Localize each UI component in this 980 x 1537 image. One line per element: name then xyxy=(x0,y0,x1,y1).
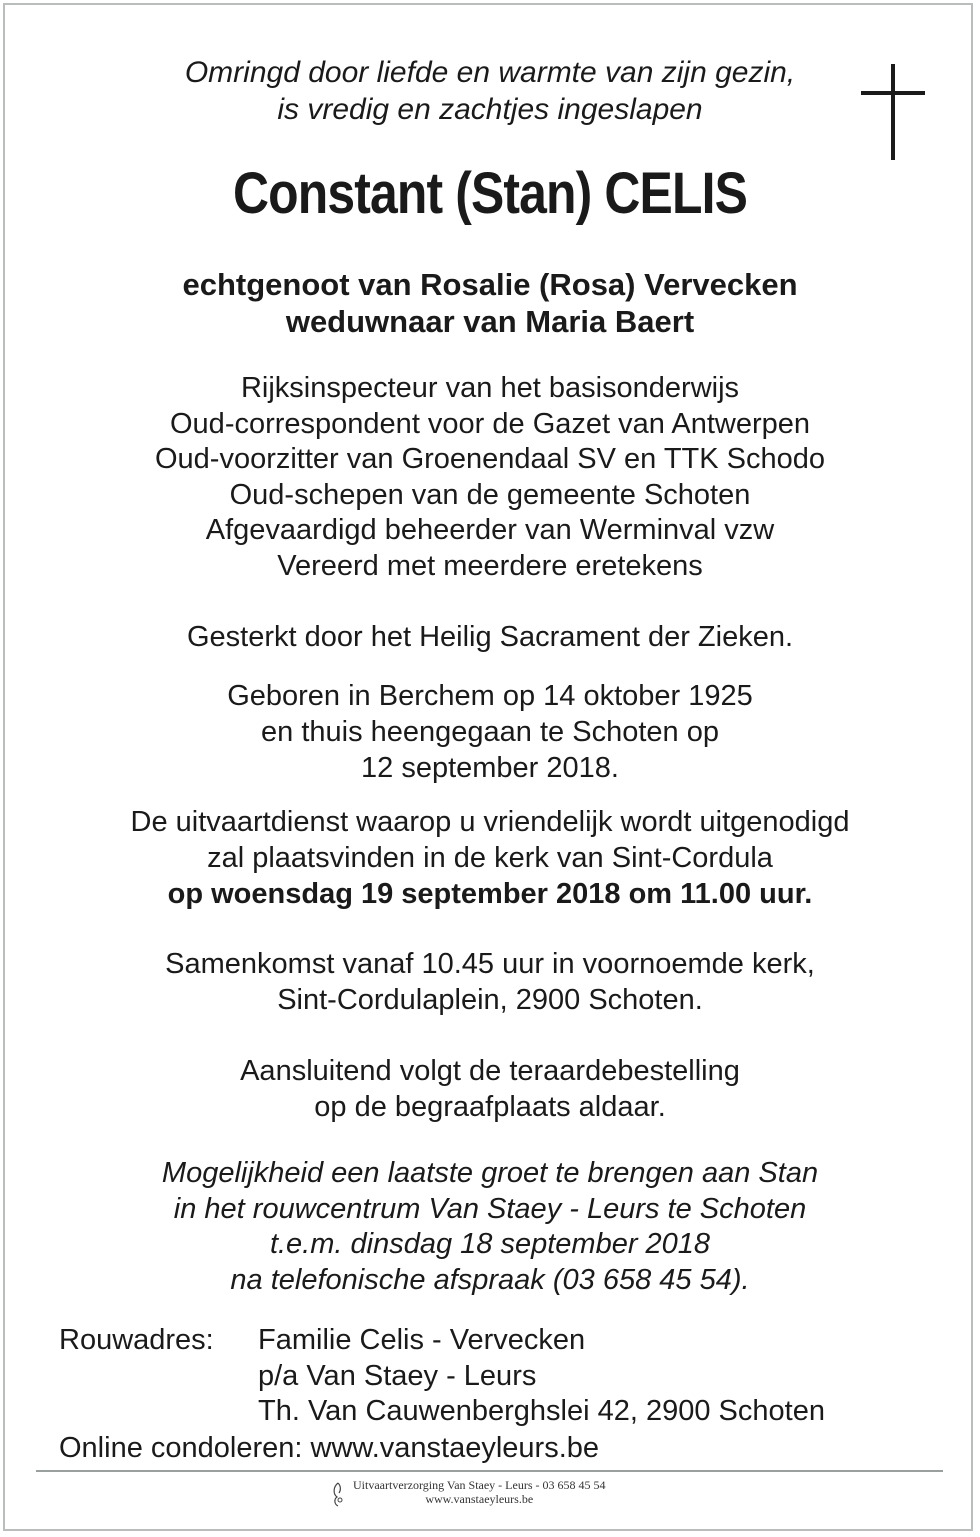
relation-line: echtgenoot van Rosalie (Rosa) Vervecken xyxy=(182,267,798,302)
address-lines xyxy=(258,1323,825,1430)
service-text xyxy=(0,804,980,912)
service-line: De uitvaartdienst waarop u vriendelijk wordt uitgenodigd xyxy=(130,806,850,838)
titles-list xyxy=(0,371,980,585)
online-condolences: Online condoleren: www.vanstaeyleurs.be xyxy=(59,1432,600,1464)
meeting-line: Samenkomst vanaf 10.45 uur in voornoemde kerk, xyxy=(165,948,815,980)
intro-line: is vredig en zachtjes ingeslapen xyxy=(277,93,703,126)
meeting-line: Sint-Cordulaplein, 2900 Schoten. xyxy=(277,984,703,1016)
address-line: Th. Van Cauwenberghslei 42, 2900 Schoten xyxy=(258,1395,825,1428)
intro-text xyxy=(0,54,980,128)
footer-info xyxy=(353,1478,606,1506)
burial-line: Aansluitend volgt de teraardebestelling xyxy=(240,1055,740,1087)
intro-line: Omringd door liefde en warmte van zijn gezin, xyxy=(184,56,796,89)
meeting-text xyxy=(0,946,980,1018)
sacrament-text: Gesterkt door het Heilig Sacrament der Zieken. xyxy=(186,621,794,653)
address-line: p/a Van Staey - Leurs xyxy=(258,1359,537,1392)
visit-line: Mogelijkheid een laatste groet te brengen aan Stan xyxy=(161,1157,819,1189)
visit-line: t.e.m. dinsdag 18 september 2018 xyxy=(269,1228,711,1261)
footer-company: Uitvaartverzorging Van Staey - Leurs - 03 658 45 54 xyxy=(353,1478,606,1492)
address-label: Rouwadres: xyxy=(59,1324,214,1356)
footer-website: www.vanstaeyleurs.be xyxy=(425,1492,534,1506)
title-line: Rijksinspecteur van het basisonderwijs xyxy=(240,372,740,404)
birth-death-line: en thuis heengegaan te Schoten op xyxy=(261,716,719,748)
title-line: Vereerd met meerdere eretekens xyxy=(277,549,703,582)
service-datetime: op woensdag 19 september 2018 om 11.00 uur. xyxy=(167,878,813,910)
birth-death-text xyxy=(0,678,980,786)
service-line: zal plaatsvinden in de kerk van Sint-Cordula xyxy=(207,842,773,874)
title-line: Oud-correspondent voor de Gazet van Antwerpen xyxy=(170,407,810,440)
cross-icon xyxy=(861,64,925,160)
burial-line: op de begraafplaats aldaar. xyxy=(314,1091,666,1123)
visit-line: na telefonische afspraak (03 658 45 54). xyxy=(230,1263,750,1296)
dove-logo-icon xyxy=(329,1480,347,1508)
deceased-name: Constant (Stan) CELIS xyxy=(232,161,747,226)
title-line: Oud-schepen van de gemeente Schoten xyxy=(229,478,751,511)
birth-death-line: Geboren in Berchem op 14 oktober 1925 xyxy=(227,680,753,712)
visit-line: in het rouwcentrum Van Staey - Leurs te Schoten xyxy=(173,1192,807,1225)
title-line: Afgevaardigd beheerder van Werminval vzw xyxy=(205,514,775,547)
birth-death-line: 12 september 2018. xyxy=(361,752,619,784)
address-line: Familie Celis - Vervecken xyxy=(258,1324,586,1356)
relation-line: weduwnaar van Maria Baert xyxy=(285,304,695,339)
relations xyxy=(0,266,980,340)
title-line: Oud-voorzitter van Groenendaal SV en TTK Schodo xyxy=(154,443,826,476)
visit-text xyxy=(0,1156,980,1298)
footer-divider xyxy=(36,1470,943,1472)
burial-text xyxy=(0,1053,980,1125)
